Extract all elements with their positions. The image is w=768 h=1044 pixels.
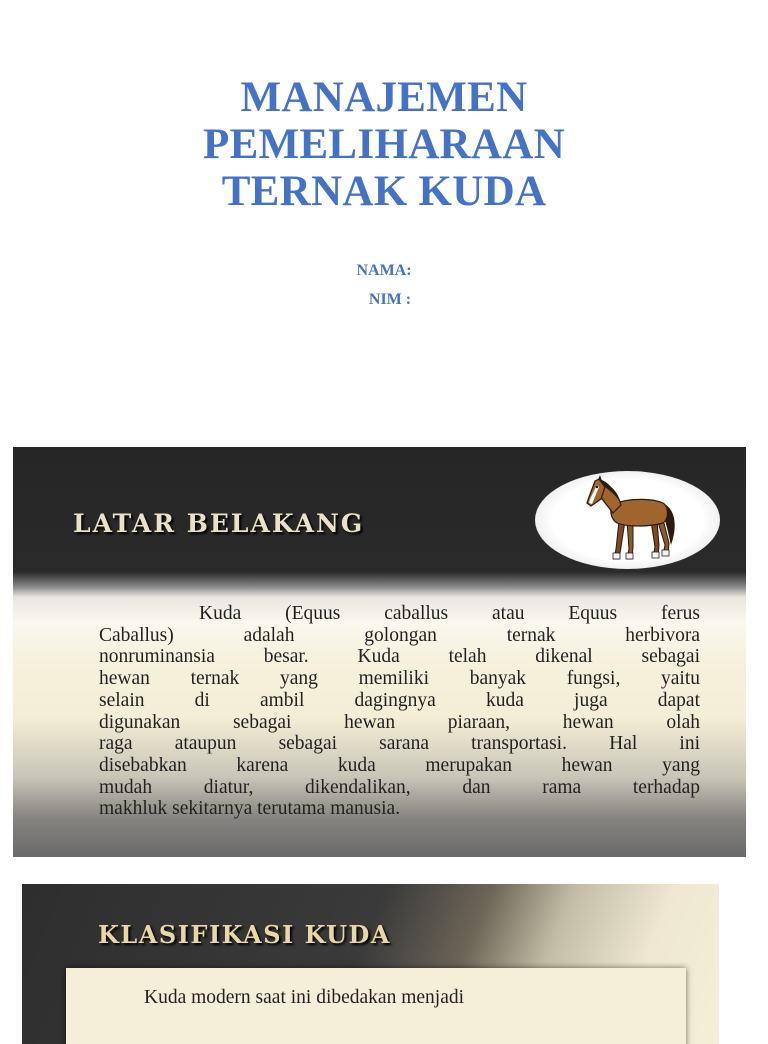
nama-label: NAMA:	[356, 262, 412, 279]
title-line-1: MANAJEMEN	[240, 74, 528, 121]
text-line: disebabkan karena kuda merupakan hewan yang	[99, 754, 700, 776]
slide-latar-belakang	[13, 447, 746, 857]
text-line: Kuda (Equus caballus atau Equus ferus	[199, 603, 700, 624]
slide-text-box	[66, 968, 686, 1044]
title-line-3: TERNAK KUDA	[221, 168, 547, 215]
text-line: raga ataupun sebagai sarana transportasi. Hal ini	[99, 733, 700, 755]
text-line: nonruminansia besar. Kuda telah dikenal sebagai	[99, 646, 700, 668]
text-line: hewan ternak yang memiliki banyak fungsi, yaitu	[99, 668, 700, 690]
text-line: Caballus) adalah golongan ternak herbivora	[99, 624, 700, 646]
slide-title: KLASIFIKASI KUDA	[98, 920, 391, 949]
horse-image-frame	[535, 471, 720, 569]
slide-body-text	[99, 603, 700, 820]
slide-title: LATAR BELAKANG	[73, 509, 365, 538]
text-line: digunakan sebagai hewan piaraan, hewan olah	[99, 711, 700, 733]
text-line: mudah diatur, dikendalikan, dan rama terhadap	[99, 776, 700, 798]
text-line: selain di ambil dagingnya kuda juga dapat	[99, 689, 700, 711]
document-title	[0, 74, 768, 215]
nim-label: NIM :	[368, 291, 412, 308]
text-line: makhluk sekitarnya terutama manusia.	[99, 798, 401, 820]
horse-icon	[583, 475, 683, 565]
slide-klasifikasi-kuda	[22, 884, 719, 1044]
title-line-2: PEMELIHARAAN	[203, 121, 565, 168]
slide-body-text: Kuda modern saat ini dibedakan menjadi	[144, 987, 465, 1008]
